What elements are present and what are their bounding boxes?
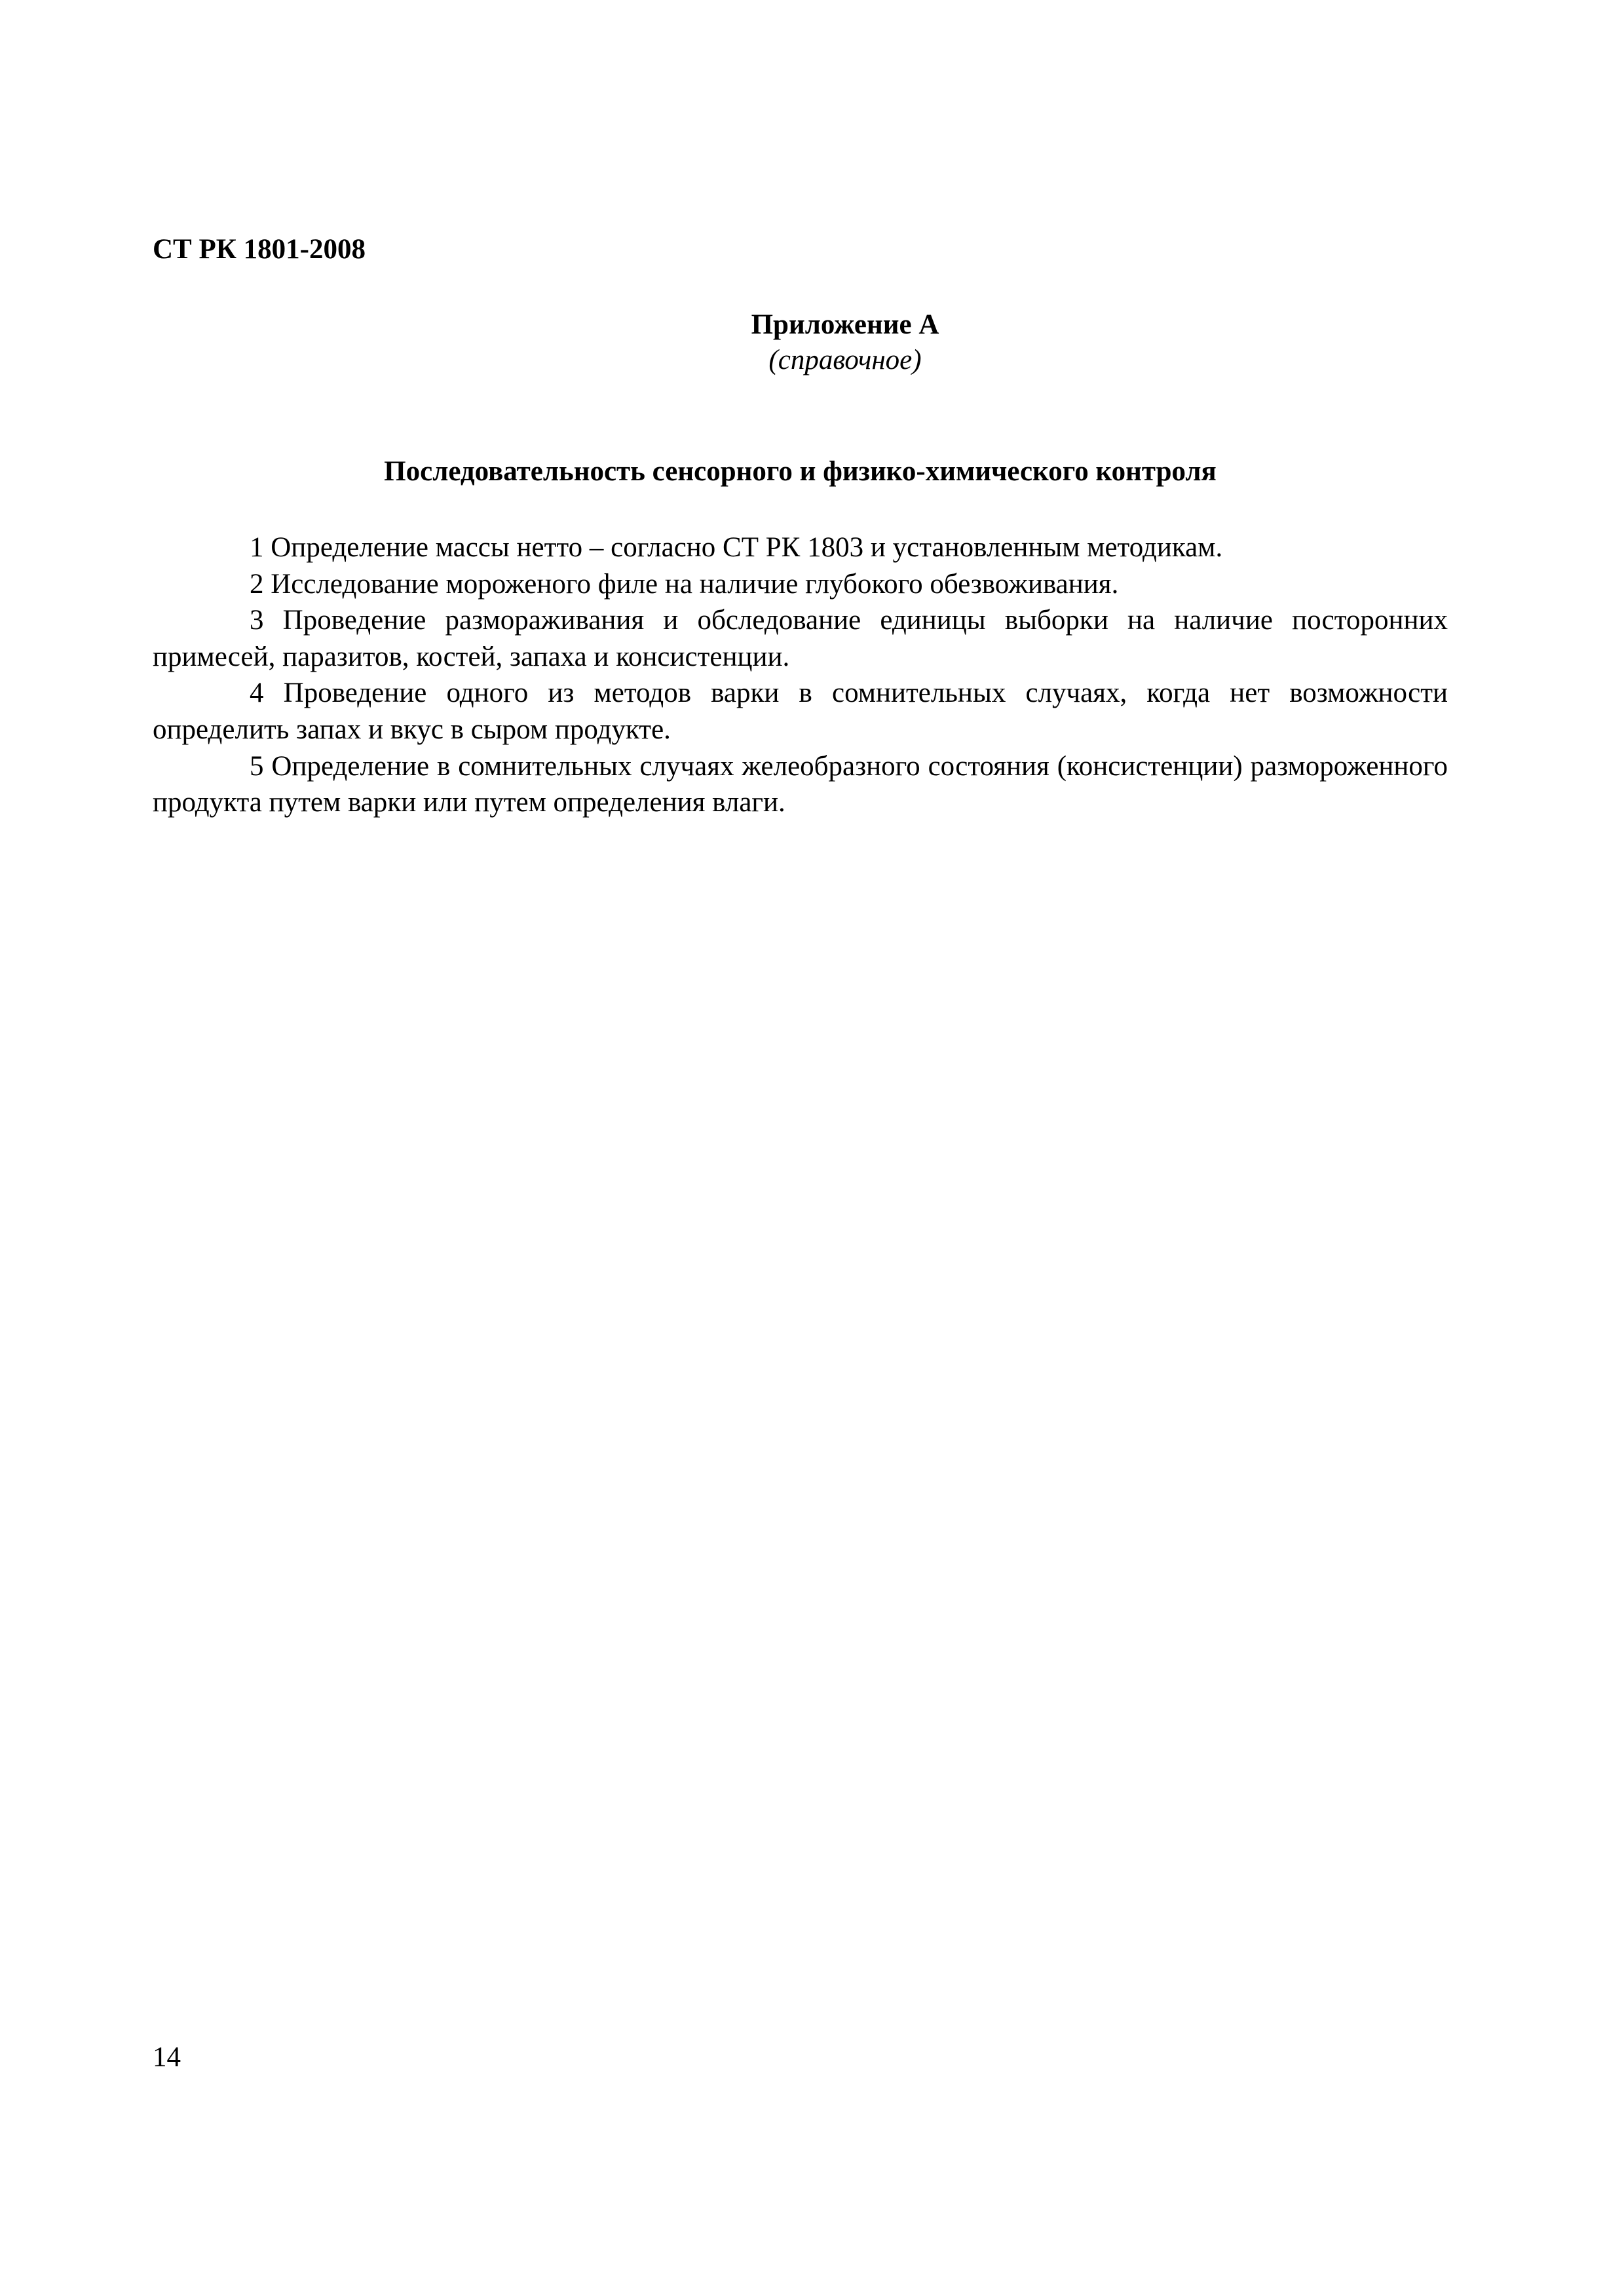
paragraph-3: 3 Проведение размораживания и обследование единицы выборки на наличие посторонних примесей, паразитов, костей, запаха и консистенции.	[153, 605, 1448, 672]
annex-title: Приложение А	[751, 309, 939, 340]
paragraph-2: 2 Исследование мороженого филе на наличие глубокого обезвоживания.	[250, 568, 1119, 600]
page-number: 14	[153, 2042, 181, 2073]
document-code: СТ РК 1801-2008	[153, 234, 366, 265]
annex-heading	[0, 308, 1624, 377]
body-text	[153, 529, 1448, 821]
annex-subtitle: (справочное)	[768, 344, 922, 375]
paragraph-1: 1 Определение массы нетто – согласно СТ РК 1803 и установленным методикам.	[250, 532, 1223, 563]
paragraph-4: 4 Проведение одного из методов варки в сомнительных случаях, когда нет возможности определить запах и вкус в сыром продукте.	[153, 678, 1448, 745]
paragraph-5: 5 Определение в сомнительных случаях желеобразного состояния (консистенции) размороженного продукта путем варки или путем определения влаги.	[153, 750, 1448, 818]
section-title: Последовательность сенсорного и физико-химического контроля	[384, 456, 1217, 487]
